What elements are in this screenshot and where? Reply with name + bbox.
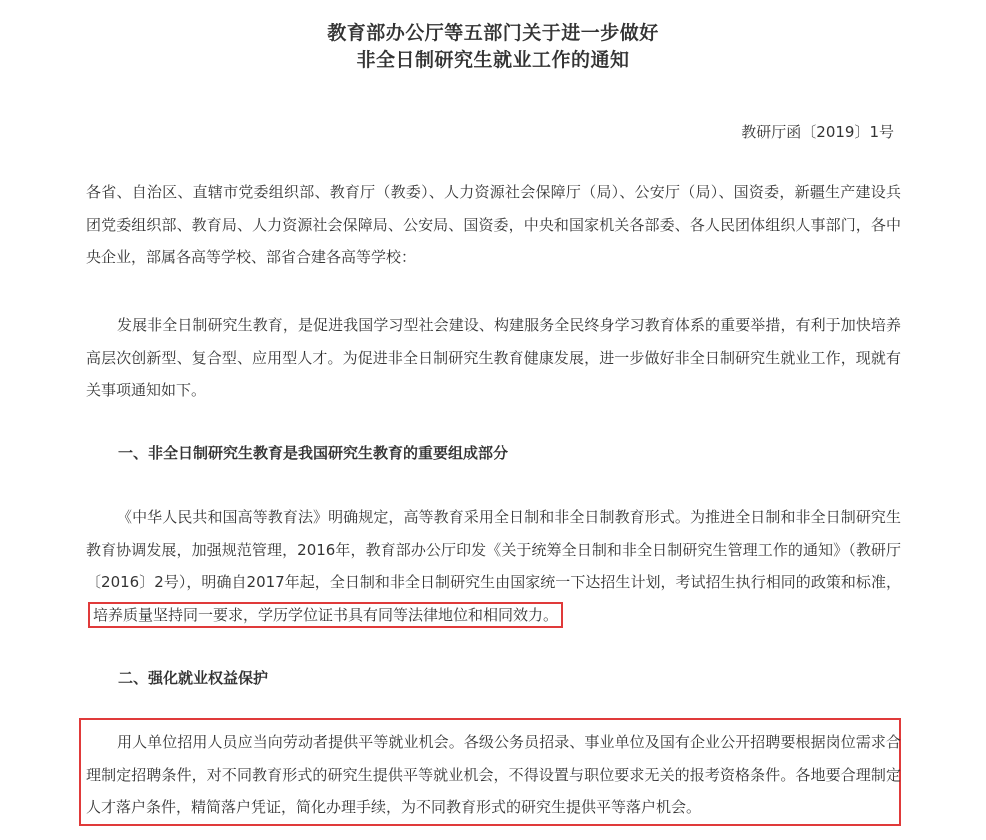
section-2-heading: 二、强化就业权益保护	[118, 669, 269, 687]
notice-title-line-2: 非全日制研究生就业工作的通知	[356, 49, 630, 71]
section-1-heading: 一、非全日制研究生教育是我国研究生教育的重要组成部分	[118, 444, 509, 462]
section-2-paragraph: 用人单位招用人员应当向劳动者提供平等就业机会。各级公务员招录、事业单位及国有企业公开招聘要根据岗位需求合理制定招聘条件，对不同教育形式的研究生提供平等就业机会，不得设置与职位要求无关的报考资格条件。各地要合理制定人才落户条件，精简落户凭证，简化办理手续，为不同教育形式的研究生提供平等落户机会。	[86, 733, 901, 816]
section-1-paragraph	[86, 501, 901, 631]
notice-title-line-1: 教育部办公厅等五部门关于进一步做好	[327, 22, 659, 44]
intro-paragraph: 发展非全日制研究生教育，是促进我国学习型社会建设、构建服务全民终身学习教育体系的重要举措，有利于加快培养高层次创新型、复合型、应用型人才。为促进非全日制研究生教育健康发展，进一步做好非全日制研究生就业工作，现就有关事项通知如下。	[86, 316, 901, 399]
document-number: 教研厅函〔2019〕1号	[741, 123, 894, 141]
highlighted-equal-validity-text: 培养质量坚持同一要求，学历学位证书具有同等法律地位和相同效力。	[88, 602, 563, 628]
section-1-body-text: 《中华人民共和国高等教育法》明确规定，高等教育采用全日制和非全日制教育形式。为推进全日制和非全日制研究生教育协调发展，加强规范管理，2016年，教育部办公厅印发《关于统筹全日制和非全日制研究生管理工作的通知》（教研厅〔2016〕2号），明确自2017年起，全日制和非全日制研究生由国家统一下达招生计划，考试招生执行相同的政策和标准，	[86, 508, 901, 591]
recipients-paragraph: 各省、自治区、直辖市党委组织部、教育厅（教委）、人力资源社会保障厅（局）、公安厅（局）、国资委，新疆生产建设兵团党委组织部、教育局、人力资源社会保障局、公安局、国资委，中央和国家机关各部委、各人民团体组织人事部门，各中央企业，部属各高等学校、部省合建各高等学校：	[86, 183, 901, 266]
